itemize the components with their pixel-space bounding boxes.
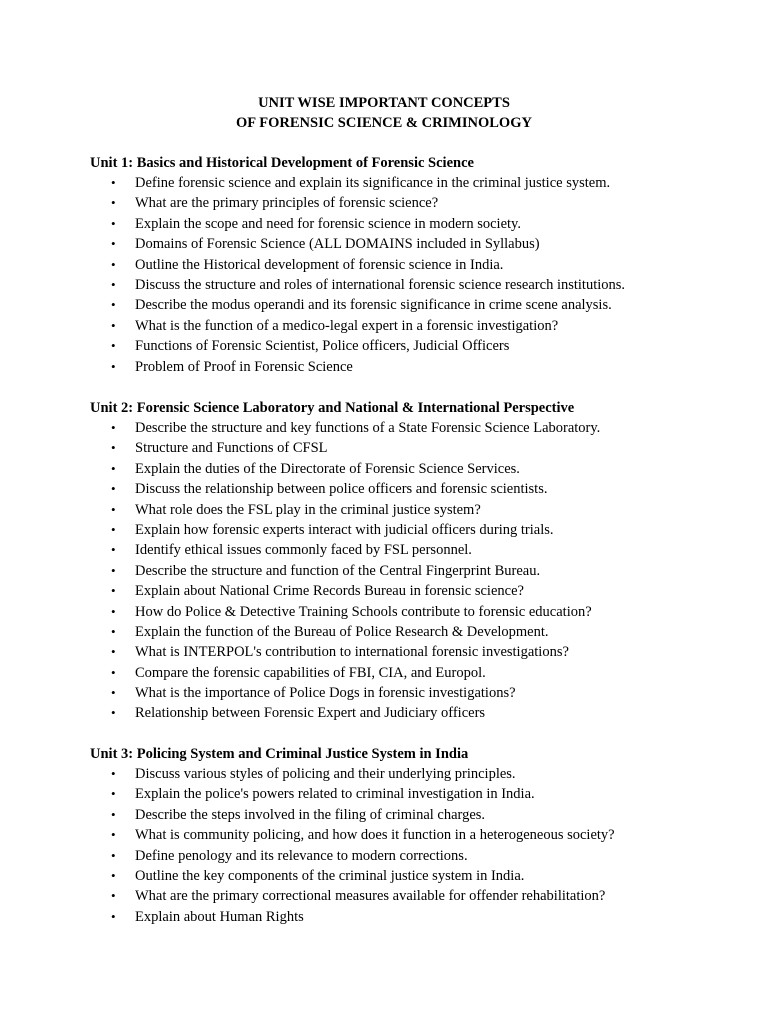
bullet-icon: • [111, 297, 116, 313]
list-item [90, 846, 750, 866]
unit-3-list [90, 764, 750, 927]
list-item [90, 173, 750, 193]
bullet-icon: • [111, 276, 116, 292]
bullet-icon: • [111, 786, 116, 802]
list-item [90, 316, 750, 336]
list-item [90, 214, 750, 234]
list-item [90, 540, 750, 560]
list-item-text: Describe the structure and key functions of a State Forensic Science Laboratory. [135, 420, 601, 436]
unit-1-heading: Unit 1: Basics and Historical Development of Forensic Science [90, 155, 474, 171]
list-item-text: Outline the key components of the criminal justice system in India. [135, 867, 525, 884]
list-item-text: Describe the modus operandi and its forensic significance in crime scene analysis. [135, 297, 612, 314]
list-item-text: Discuss the structure and roles of international forensic science research institutions. [135, 276, 626, 293]
document-title-line-1: UNIT WISE IMPORTANT CONCEPTS [258, 95, 510, 111]
list-item [90, 295, 750, 315]
bullet-icon: • [111, 542, 116, 558]
bullet-icon: • [111, 583, 116, 599]
list-item-text: Identify ethical issues commonly faced by FSL personnel. [135, 542, 472, 559]
list-item-text: What is the importance of Police Dogs in forensic investigations? [135, 685, 516, 702]
bullet-icon: • [111, 317, 116, 333]
list-item [90, 642, 750, 662]
bullet-icon: • [111, 236, 116, 252]
bullet-icon: • [111, 338, 116, 354]
list-item [90, 703, 750, 723]
bullet-icon: • [111, 175, 116, 190]
list-item-text: Functions of Forensic Scientist, Police officers, Judicial Officers [135, 338, 510, 355]
bullet-icon: • [111, 195, 116, 211]
list-item-text: Problem of Proof in Forensic Science [135, 358, 353, 375]
document-title-line-2: OF FORENSIC SCIENCE & CRIMINOLOGY [236, 115, 532, 131]
bullet-icon: • [111, 481, 116, 497]
list-item [90, 234, 750, 254]
list-item [90, 764, 750, 784]
list-item-text: Explain about Human Rights [135, 908, 304, 925]
bullet-icon: • [111, 847, 116, 863]
list-item-text: Explain the function of the Bureau of Police Research & Development. [135, 623, 549, 640]
bullet-icon: • [111, 827, 116, 843]
list-item-text: Compare the forensic capabilities of FBI, CIA, and Europol. [135, 664, 486, 681]
bullet-icon: • [111, 867, 116, 883]
list-item [90, 336, 750, 356]
list-item-text: Describe the steps involved in the filing of criminal charges. [135, 806, 486, 823]
bullet-icon: • [111, 888, 116, 904]
list-item [90, 581, 750, 601]
bullet-icon: • [111, 806, 116, 822]
list-item [90, 500, 750, 520]
bullet-icon: • [111, 420, 116, 435]
list-item [90, 622, 750, 642]
list-item-text: Domains of Forensic Science (ALL DOMAINS included in Syllabus) [135, 236, 540, 253]
unit-3-section [90, 744, 750, 927]
list-item-text: Discuss various styles of policing and their underlying principles. [135, 766, 516, 782]
list-item [90, 438, 750, 458]
list-item-text: Explain the police's powers related to criminal investigation in India. [135, 786, 535, 803]
list-item-text: What are the primary principles of forensic science? [135, 195, 439, 212]
list-item-text: What is community policing, and how does it function in a heterogeneous society? [135, 827, 615, 844]
list-item-text: What are the primary correctional measures available for offender rehabilitation? [135, 888, 606, 905]
list-item-text: Define forensic science and explain its significance in the criminal justice system. [135, 175, 611, 191]
bullet-icon: • [111, 766, 116, 781]
list-item [90, 805, 750, 825]
list-item [90, 255, 750, 275]
list-item [90, 825, 750, 845]
bullet-icon: • [111, 603, 116, 619]
list-item-text: Outline the Historical development of forensic science in India. [135, 256, 504, 273]
list-item [90, 418, 750, 438]
bullet-icon: • [111, 256, 116, 272]
list-item-text: Define penology and its relevance to modern corrections. [135, 847, 468, 864]
list-item [90, 663, 750, 683]
list-item [90, 866, 750, 886]
bullet-icon: • [111, 644, 116, 660]
list-item-text: Explain the duties of the Directorate of Forensic Science Services. [135, 460, 520, 477]
list-item-text: Explain how forensic experts interact with judicial officers during trials. [135, 521, 554, 538]
list-item-text: Discuss the relationship between police officers and forensic scientists. [135, 481, 548, 498]
list-item [90, 357, 750, 377]
bullet-icon: • [111, 562, 116, 578]
list-item [90, 520, 750, 540]
unit-2-section [90, 398, 750, 724]
bullet-icon: • [111, 685, 116, 701]
bullet-icon: • [111, 908, 116, 924]
unit-3-heading: Unit 3: Policing System and Criminal Justice System in India [90, 746, 469, 762]
list-item [90, 784, 750, 804]
list-item [90, 907, 750, 927]
bullet-icon: • [111, 705, 116, 721]
bullet-icon: • [111, 215, 116, 231]
list-item [90, 561, 750, 581]
list-item-text: Structure and Functions of CFSL [135, 440, 328, 457]
list-item-text: What is INTERPOL's contribution to international forensic investigations? [135, 644, 569, 661]
list-item [90, 193, 750, 213]
bullet-icon: • [111, 521, 116, 537]
list-item [90, 886, 750, 906]
list-item [90, 479, 750, 499]
list-item-text: Explain the scope and need for forensic science in modern society. [135, 215, 521, 232]
bullet-icon: • [111, 501, 116, 517]
list-item-text: How do Police & Detective Training Schools contribute to forensic education? [135, 603, 592, 620]
list-item-text: What role does the FSL play in the criminal justice system? [135, 501, 481, 518]
unit-2-list [90, 418, 750, 724]
list-item [90, 602, 750, 622]
list-item [90, 683, 750, 703]
bullet-icon: • [111, 623, 116, 639]
list-item [90, 275, 750, 295]
list-item-text: Explain about National Crime Records Bureau in forensic science? [135, 583, 524, 600]
bullet-icon: • [111, 460, 116, 476]
unit-2-heading: Unit 2: Forensic Science Laboratory and National & International Perspective [90, 400, 575, 416]
unit-1-list [90, 173, 750, 377]
bullet-icon: • [111, 440, 116, 456]
unit-1-section [90, 153, 750, 377]
bullet-icon: • [111, 358, 116, 374]
list-item [90, 459, 750, 479]
list-item-text: What is the function of a medico-legal expert in a forensic investigation? [135, 317, 559, 334]
bullet-icon: • [111, 664, 116, 680]
list-item-text: Relationship between Forensic Expert and Judiciary officers [135, 705, 486, 722]
list-item-text: Describe the structure and function of the Central Fingerprint Bureau. [135, 562, 541, 579]
